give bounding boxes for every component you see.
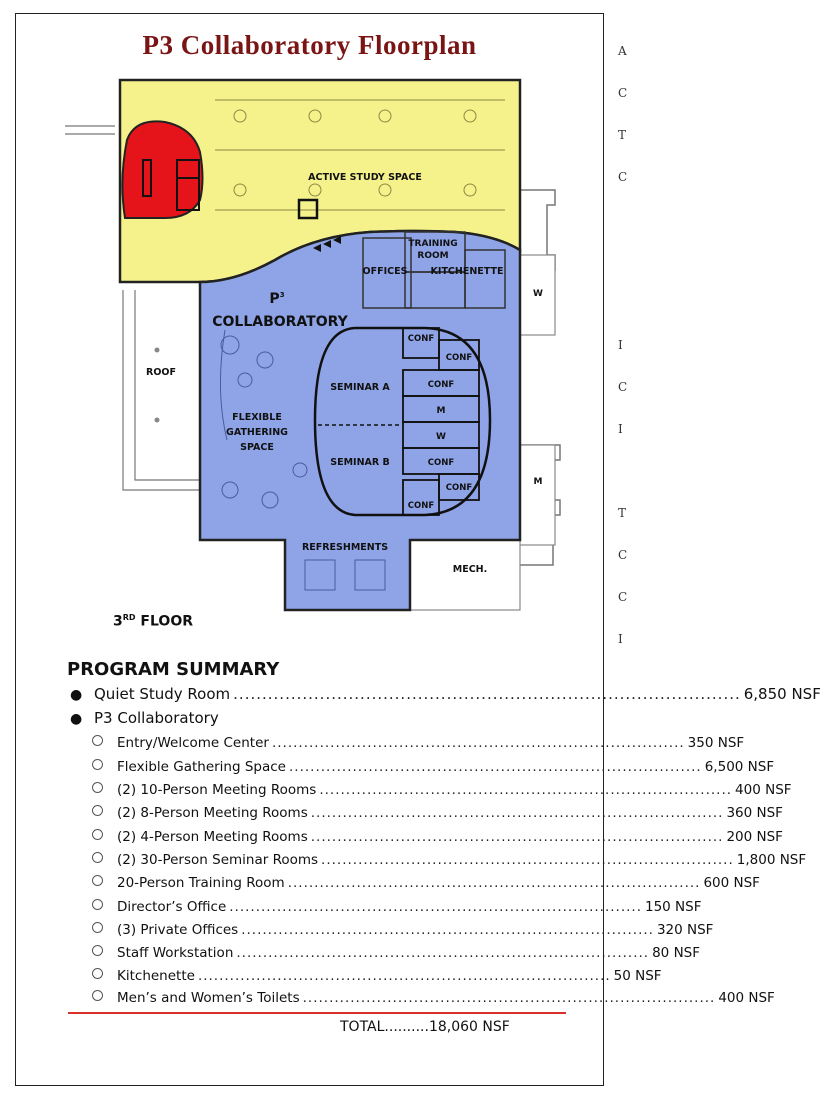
clipped-side-text — [618, 30, 627, 660]
clipped-letter: C — [618, 170, 628, 184]
label-m-outer: M — [533, 477, 543, 487]
clipped-letter — [618, 282, 627, 324]
label-m-inner: M — [436, 406, 446, 416]
clipped-letter: C — [618, 548, 628, 562]
label-seminar-b: SEMINAR B — [330, 457, 390, 468]
clipped-letter: I — [618, 632, 623, 646]
clipped-letter: A — [618, 44, 627, 58]
clipped-letter: C — [618, 590, 628, 604]
circle-bullet-icon — [92, 735, 103, 746]
label-conf-6: CONF — [407, 501, 435, 511]
clipped-letter: C — [618, 380, 628, 394]
circle-bullet-icon — [92, 805, 103, 816]
summary-subitem: (3) Private Offices .............................................................................. 320 NSF — [92, 922, 552, 944]
circle-bullet-icon — [92, 922, 103, 933]
summary-subitem: Men’s and Women’s Toilets .............................................................................. 400 NSF — [92, 990, 552, 1012]
label-refreshments: REFRESHMENTS — [301, 542, 389, 553]
bullet-icon: ● — [70, 711, 83, 727]
label-w-outer: W — [533, 289, 543, 299]
label-w-inner: W — [436, 432, 446, 442]
label-space: SPACE — [240, 442, 274, 453]
label-active-study: ACTIVE STUDY SPACE — [308, 172, 422, 183]
label-conf-4: CONF — [427, 458, 455, 468]
label-kitchenette: KITCHENETTE — [430, 266, 504, 277]
circle-bullet-icon — [92, 875, 103, 886]
circle-bullet-icon — [92, 852, 103, 863]
label-roof: ROOF — [146, 367, 176, 378]
summary-subitem: (2) 8-Person Meeting Rooms .............................................................................. 360 NSF — [92, 805, 552, 827]
label-conf-5: CONF — [445, 483, 473, 493]
label-collaboratory: COLLABORATORY — [212, 314, 348, 330]
label-conf-3: CONF — [427, 380, 455, 390]
circle-bullet-icon — [92, 759, 103, 770]
summary-subitem: Kitchenette .............................................................................. 50 NSF — [92, 968, 552, 990]
label-room: ROOM — [417, 251, 449, 261]
bullet-icon: ● — [70, 687, 83, 703]
summary-title: PROGRAM SUMMARY — [67, 659, 280, 680]
summary-subitem: Director’s Office .............................................................................. 150 NSF — [92, 899, 552, 921]
summary-subitem: (2) 4-Person Meeting Rooms .............................................................................. 200 NSF — [92, 829, 552, 851]
clipped-letter: I — [618, 422, 623, 436]
label-gathering: GATHERING — [226, 427, 288, 438]
summary-subitem: Flexible Gathering Space .............................................................................. 6,500 NSF — [92, 759, 552, 781]
page-title: P3 Collaboratory Floorplan — [142, 30, 477, 60]
clipped-letter: T — [618, 506, 627, 520]
roof-dots — [155, 348, 160, 423]
label-mech: MECH. — [452, 564, 488, 575]
summary-item: ● P3 Collaboratory — [70, 709, 219, 727]
circle-bullet-icon — [92, 968, 103, 979]
summary-subitem: 20-Person Training Room .............................................................................. 600 NSF — [92, 875, 552, 897]
clipped-letter — [618, 450, 627, 492]
clipped-letter: I — [618, 338, 623, 352]
circle-bullet-icon — [92, 782, 103, 793]
summary-subitem: (2) 30-Person Seminar Rooms .............................................................................. 1,800 NSF — [92, 852, 552, 874]
total-divider — [68, 1012, 566, 1014]
label-p3: $P^3$ — [269, 291, 285, 307]
circle-bullet-icon — [92, 829, 103, 840]
floor-label: 3RD FLOOR — [113, 613, 194, 630]
circle-bullet-icon — [92, 945, 103, 956]
label-offices: OFFICES — [362, 266, 408, 277]
floorplan-diagram — [15, 60, 605, 620]
summary-subitem: Entry/Welcome Center .............................................................................. 350 NSF — [92, 735, 552, 757]
clipped-letter: T — [618, 128, 627, 142]
summary-item: ● Quiet Study Room ........................................................................................ 6,850 NSF — [70, 685, 821, 703]
clipped-letter: C — [618, 86, 628, 100]
circle-bullet-icon — [92, 990, 103, 1001]
label-conf-2: CONF — [445, 353, 473, 363]
summary-subitem: (2) 10-Person Meeting Rooms .............................................................................. 400 NSF — [92, 782, 552, 804]
clipped-letter — [618, 240, 627, 282]
circle-bullet-icon — [92, 899, 103, 910]
label-flexible: FLEXIBLE — [232, 412, 282, 423]
clipped-letter — [618, 198, 627, 240]
label-training: TRAINING — [408, 239, 458, 249]
summary-subitem: Staff Workstation .............................................................................. 80 NSF — [92, 945, 552, 967]
stair-core — [122, 121, 202, 218]
label-conf-1: CONF — [407, 334, 435, 344]
label-seminar-a: SEMINAR A — [330, 382, 390, 393]
summary-total: TOTAL..........18,060 NSF — [340, 1019, 510, 1035]
